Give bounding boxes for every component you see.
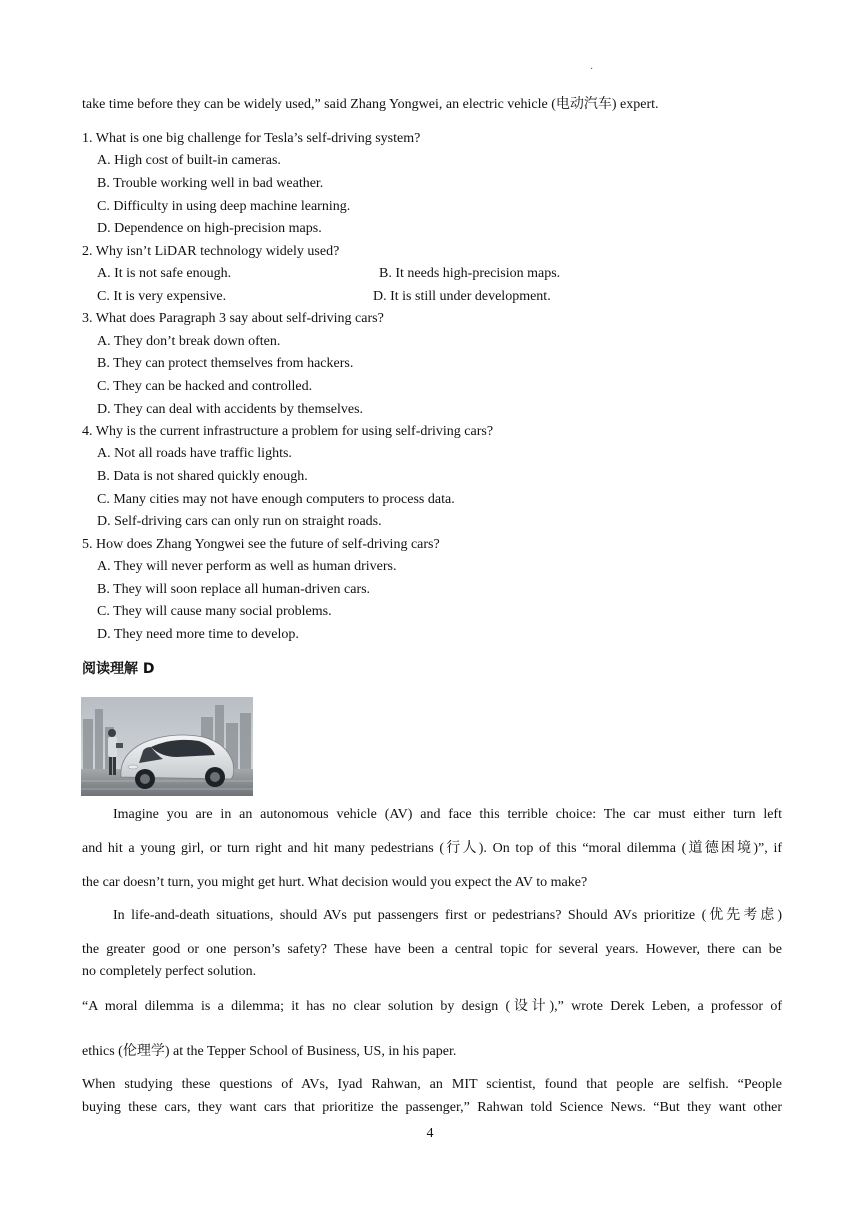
- passage-p1-line2: and hit a young girl, or turn right and hit many pedestrians (行人). On top of this “moral dilemma (道德困境)”, if: [82, 841, 782, 856]
- intro-line: take time before they can be widely used,” said Zhang Yongwei, an electric vehicle (电动汽车) expert.: [82, 97, 659, 112]
- question-2-option-b: B. It needs high-precision maps.: [379, 266, 561, 281]
- question-5-option-d: D. They need more time to develop.: [97, 627, 299, 642]
- page-number: 4: [426, 1126, 434, 1141]
- question-2-option-c: C. It is very expensive.: [97, 289, 227, 304]
- passage-p1-line1: Imagine you are in an autonomous vehicle (AV) and face this terrible choice: The car must either turn left: [113, 807, 782, 822]
- question-2-option-a: A. It is not safe enough.: [97, 266, 232, 281]
- question-1-option-c: C. Difficulty in using deep machine learning.: [97, 199, 351, 214]
- passage-p1-line3: the car doesn’t turn, you might get hurt. What decision would you expect the AV to make?: [82, 875, 588, 890]
- question-5-option-c: C. They will cause many social problems.: [97, 604, 332, 619]
- question-3-option-b: B. They can protect themselves from hackers.: [97, 356, 354, 371]
- section-heading: 阅读理解 D: [82, 661, 155, 677]
- passage-p2-line2: the greater good or one person’s safety? These have been a central topic for several years. However, there can be: [82, 942, 782, 957]
- passage-p2-line1: In life-and-death situations, should AVs put passengers first or pedestrians? Should AVs prioritize (优先考虑): [113, 908, 782, 923]
- question-5-stem: 5. How does Zhang Yongwei see the future of self-driving cars?: [82, 537, 440, 552]
- question-2-option-d: D. It is still under development.: [373, 289, 551, 304]
- passage-p4-line2: buying these cars, they want cars that prioritize the passenger,” Rahwan told Science News. “But they want other: [82, 1100, 782, 1115]
- passage-p2-line3: no completely perfect solution.: [82, 964, 257, 979]
- passage-p3-line2: ethics (伦理学) at the Tepper School of Business, US, in his paper.: [82, 1044, 457, 1059]
- question-4-option-c: C. Many cities may not have enough computers to process data.: [97, 492, 455, 507]
- question-3-option-c: C. They can be hacked and controlled.: [97, 379, 313, 394]
- question-5-option-b: B. They will soon replace all human-driven cars.: [97, 582, 371, 597]
- header-mark: ·: [590, 64, 594, 75]
- question-1-option-a: A. High cost of built-in cameras.: [97, 153, 281, 168]
- question-1-stem: 1. What is one big challenge for Tesla’s self-driving system?: [82, 131, 421, 146]
- question-2-stem: 2. Why isn’t LiDAR technology widely used?: [82, 244, 340, 259]
- question-4-stem: 4. Why is the current infrastructure a problem for using self-driving cars?: [82, 424, 494, 439]
- passage-p4-line1: When studying these questions of AVs, Iyad Rahwan, an MIT scientist, found that people are selfish. “People: [82, 1077, 782, 1092]
- question-1-option-d: D. Dependence on high-precision maps.: [97, 221, 322, 236]
- question-3-option-d: D. They can deal with accidents by themselves.: [97, 402, 364, 417]
- article-illustration: [81, 697, 253, 796]
- question-4-option-d: D. Self-driving cars can only run on straight roads.: [97, 514, 382, 529]
- question-1-option-b: B. Trouble working well in bad weather.: [97, 176, 324, 191]
- question-4-option-b: B. Data is not shared quickly enough.: [97, 469, 308, 484]
- question-3-stem: 3. What does Paragraph 3 say about self-driving cars?: [82, 311, 384, 326]
- question-4-option-a: A. Not all roads have traffic lights.: [97, 446, 292, 461]
- question-3-option-a: A. They don’t break down often.: [97, 334, 281, 349]
- passage-p3-line1: “A moral dilemma is a dilemma; it has no clear solution by design (设计),” wrote Derek Leben, a professor of: [82, 999, 782, 1014]
- question-5-option-a: A. They will never perform as well as human drivers.: [97, 559, 397, 574]
